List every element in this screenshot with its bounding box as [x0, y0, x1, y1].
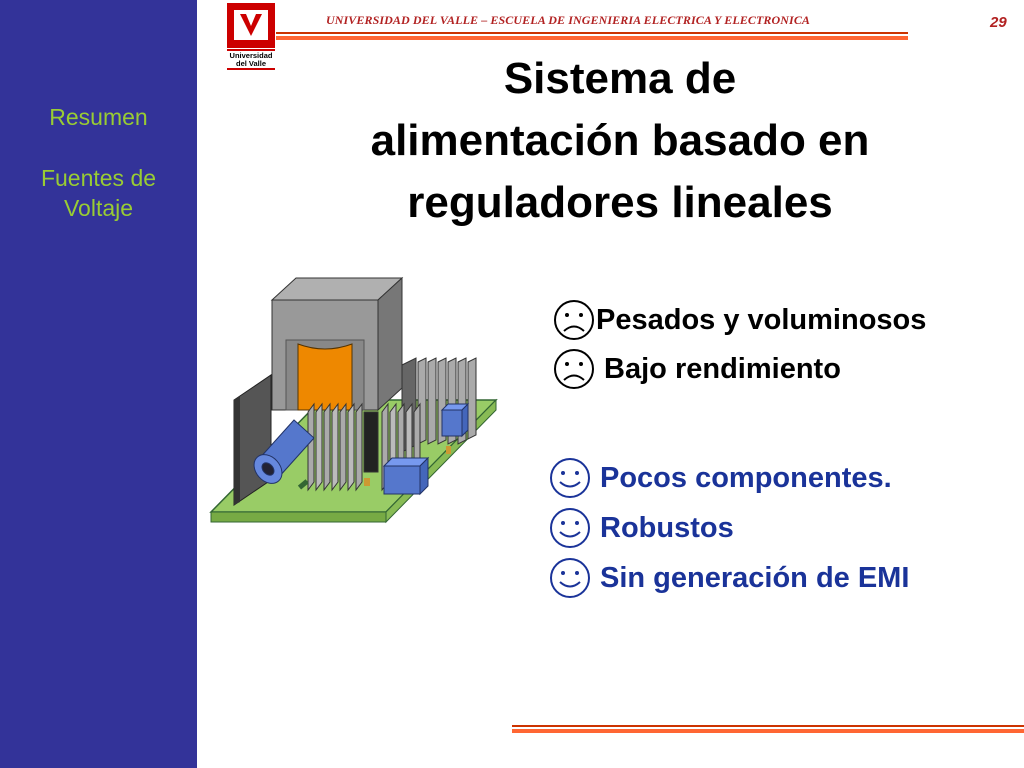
page-number: 29 — [990, 14, 1007, 31]
advantage-item — [548, 456, 892, 500]
sidebar-item-label: Resumen — [49, 104, 148, 130]
disadvantage-item — [552, 298, 926, 342]
sidebar — [0, 0, 197, 768]
power-supply-board-illustration — [206, 270, 506, 530]
sidebar-item-label-line1: Fuentes de — [40, 165, 157, 191]
header-divider-accent — [276, 36, 908, 40]
advantage-text: Robustos — [600, 511, 734, 544]
smile-icon — [548, 556, 592, 600]
sidebar-item-fuentes-de-voltaje[interactable] — [0, 163, 197, 223]
footer-divider — [512, 725, 1024, 727]
page-title — [300, 48, 940, 234]
advantage-text: Pocos componentes. — [600, 461, 892, 494]
advantage-item — [548, 506, 734, 550]
logo-text-line1: Universidad — [229, 51, 273, 60]
title-line3: reguladores lineales — [407, 178, 833, 227]
smile-icon — [548, 506, 592, 550]
advantage-item — [548, 556, 909, 600]
university-logo — [226, 2, 276, 72]
sidebar-item-label-line2: Voltaje — [63, 195, 134, 221]
disadvantage-item — [552, 347, 841, 391]
title-line1: Sistema de — [503, 54, 737, 103]
title-line2: alimentación basado en — [370, 116, 870, 165]
frown-icon — [552, 347, 596, 391]
logo-text-line2: del Valle — [235, 59, 267, 68]
disadvantage-text: Bajo rendimiento — [596, 352, 841, 385]
disadvantage-text: Pesados y voluminosos — [596, 303, 927, 336]
footer-divider-accent — [512, 729, 1024, 733]
sidebar-item-resumen[interactable] — [0, 102, 197, 132]
header-divider — [276, 32, 908, 34]
frown-icon — [552, 298, 596, 342]
advantage-text: Sin generación de EMI — [600, 561, 910, 594]
header-institution: UNIVERSIDAD DEL VALLE – ESCUELA DE INGENIERIA ELECTRICA Y ELECTRONICA — [326, 13, 811, 27]
smile-icon — [548, 456, 592, 500]
